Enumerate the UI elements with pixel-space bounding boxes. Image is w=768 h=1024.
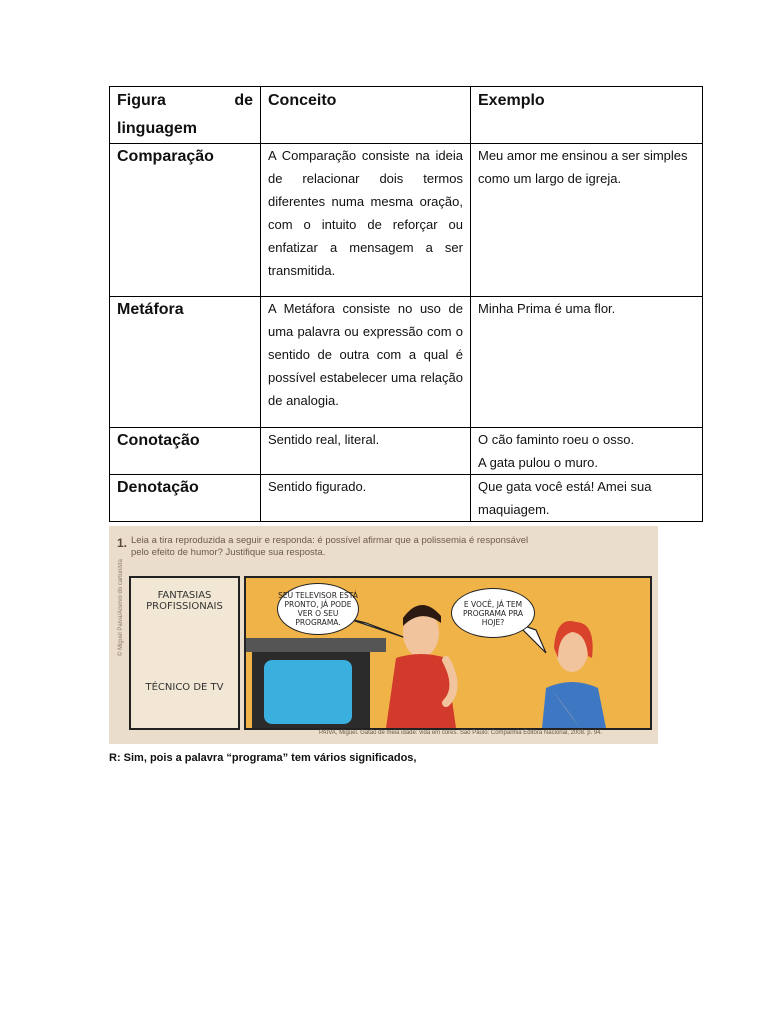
example-cell: Que gata você está! Amei sua maquiagem. bbox=[471, 475, 703, 522]
concept-cell: A Metáfora consiste no uso de uma palavra ou expressão com o sentido de outra com a qual é possível estabelecer uma relação de analogia. bbox=[261, 297, 471, 428]
term-cell: Comparação bbox=[110, 144, 261, 297]
table-header-row bbox=[110, 87, 703, 144]
example-cell: Minha Prima é uma flor. bbox=[471, 297, 703, 428]
example-line: A gata pulou o muro. bbox=[478, 455, 598, 470]
table-row bbox=[110, 428, 703, 475]
answer-text: R: Sim, pois a palavra “programa” tem vários significados, bbox=[109, 752, 417, 764]
panel-title-text: FANTASIAS PROFISSIONAIS bbox=[146, 590, 223, 612]
question-text: Leia a tira reproduzida a seguir e responda: é possível afirmar que a polissemia é responsável pelo efeito de humor? Justifique sua resposta. bbox=[131, 535, 529, 558]
tv-screen bbox=[264, 660, 352, 724]
term-cell: Metáfora bbox=[110, 297, 261, 428]
term-cell: Conotação bbox=[110, 428, 261, 475]
example-cell bbox=[471, 428, 703, 475]
header-figura-word1: Figura bbox=[117, 92, 166, 109]
speech-bubble-technician: SEU TELEVISOR ESTÁ PRONTO, JÁ PODE VER O SEU PROGRAMA. bbox=[277, 583, 359, 635]
table-row bbox=[110, 297, 703, 428]
header-figura bbox=[110, 87, 261, 144]
copyright-note: © Miguel Paiva/Acervo do cartunista bbox=[118, 559, 124, 656]
tv-top bbox=[246, 638, 386, 652]
example-line: O cão faminto roeu o osso. bbox=[478, 432, 635, 447]
table-row bbox=[110, 475, 703, 522]
concept-cell: A Comparação consiste na ideia de relacionar dois termos diferentes numa mesma oração, com o intuito de reforçar ou enfatizar a mensagem a ser transmitida. bbox=[261, 144, 471, 297]
header-conceito: Conceito bbox=[261, 87, 471, 144]
speech-bubble-woman: E VOCÊ, JÁ TEM PROGRAMA PRA HOJE? bbox=[451, 588, 535, 638]
woman-shirt bbox=[542, 682, 606, 728]
table-row bbox=[110, 144, 703, 297]
source-credit: PAIVA, Miguel. Gatão de meia idade: vida em cores. São Paulo: Companhia Editora Nacional, 2008. p. 94. bbox=[319, 730, 603, 736]
figures-of-speech-table bbox=[109, 86, 703, 522]
comic-strip-photo bbox=[109, 526, 658, 744]
example-cell: Meu amor me ensinou a ser simples como um largo de igreja. bbox=[471, 144, 703, 297]
concept-cell: Sentido figurado. bbox=[261, 475, 471, 522]
header-figura-line2: linguagem bbox=[117, 120, 198, 137]
comic-panel-title bbox=[129, 576, 240, 730]
header-exemplo: Exemplo bbox=[471, 87, 703, 144]
concept-cell: Sentido real, literal. bbox=[261, 428, 471, 475]
question-number: 1. bbox=[117, 536, 128, 550]
panel-subtitle-text: TÉCNICO DE TV bbox=[145, 682, 224, 693]
header-figura-word2: de bbox=[234, 92, 253, 109]
term-cell: Denotação bbox=[110, 475, 261, 522]
comic-panel-scene bbox=[244, 576, 652, 730]
